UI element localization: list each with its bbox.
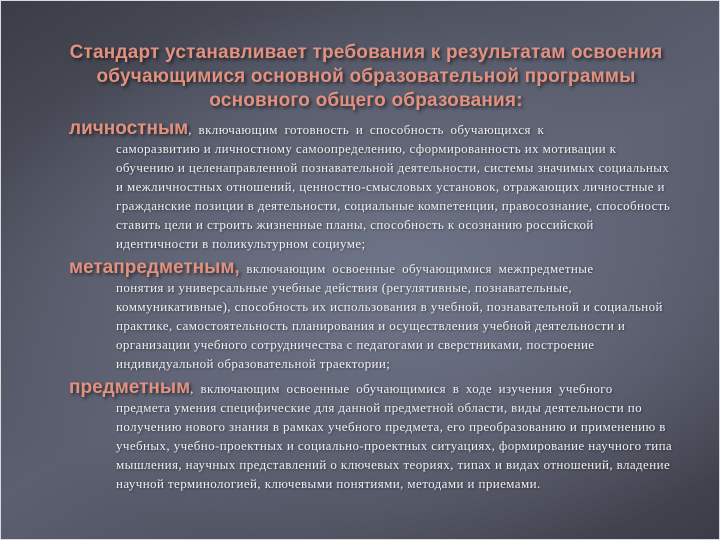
text-line: идентичности в поликультурном социуме;	[116, 236, 366, 251]
text-line: саморазвитию и личностному самоопределению, сформированность их мотивации к	[116, 141, 617, 156]
text-line: , включающим освоенные обучающимися в ходе изучения учебного	[190, 381, 613, 396]
title-line: обучающимися основной образовательной программы	[96, 66, 636, 87]
text-line: и межличностных отношений, ценностно-смысловых установок, отражающих личностные и	[116, 179, 665, 194]
section-first-line	[69, 378, 679, 398]
section-subject-results	[69, 378, 679, 493]
title-line: Стандарт устанавливает требования к результатам освоения	[69, 42, 663, 63]
slide-body	[69, 119, 679, 493]
title-line: основного общего образования:	[209, 90, 523, 111]
section-metasubject-results	[69, 258, 679, 373]
text-line: гражданские позиции в деятельности, социальные компетенции, правосознание, способность	[116, 198, 671, 213]
text-line: обучению и целенаправленной познавательной деятельности, системы значимых социальных	[116, 160, 670, 175]
text-line: мышления, научных представлений о ключевых теориях, типах и видах отношений, владение	[116, 457, 671, 472]
section-lead-word: предметным	[69, 377, 191, 398]
section-lead-word: личностным	[69, 118, 189, 139]
section-personal-results	[69, 119, 679, 253]
text-line: индивидуальной образовательной траектории;	[116, 356, 391, 371]
text-line: коммуникативные), способность их использования в учебной, познавательной и социальной	[116, 299, 663, 314]
text-line: , включающим готовность и способность обучающихся к	[188, 122, 545, 137]
section-first-line	[69, 258, 679, 278]
section-lead-word: метапредметным,	[69, 257, 240, 278]
text-line: предмета умения специфические для данной предметной области, виды деятельности по	[116, 400, 643, 415]
section-first-line	[69, 119, 679, 139]
text-line: практике, самостоятельность планирования и осуществления учебной деятельности и	[116, 318, 626, 333]
text-line: понятия и универсальные учебные действия (регулятивные, познавательные,	[116, 280, 573, 295]
text-line: ставить цели и строить жизненные планы, способность к осознанию российской	[116, 217, 594, 232]
text-line: учебных, учебно-проектных и социально-проектных ситуациях, формирование научного типа	[116, 438, 673, 453]
text-line: научной терминологией, ключевыми понятиями, методами и приемами.	[116, 476, 541, 491]
text-line: включающим освоенные обучающимися межпредметные	[239, 261, 594, 276]
text-line: получению нового знания в рамках учебного предмета, его преобразованию и применению в	[116, 419, 666, 434]
text-line: организации учебного сотрудничества с педагогами и сверстниками, построение	[116, 337, 595, 352]
slide-title	[41, 41, 691, 113]
